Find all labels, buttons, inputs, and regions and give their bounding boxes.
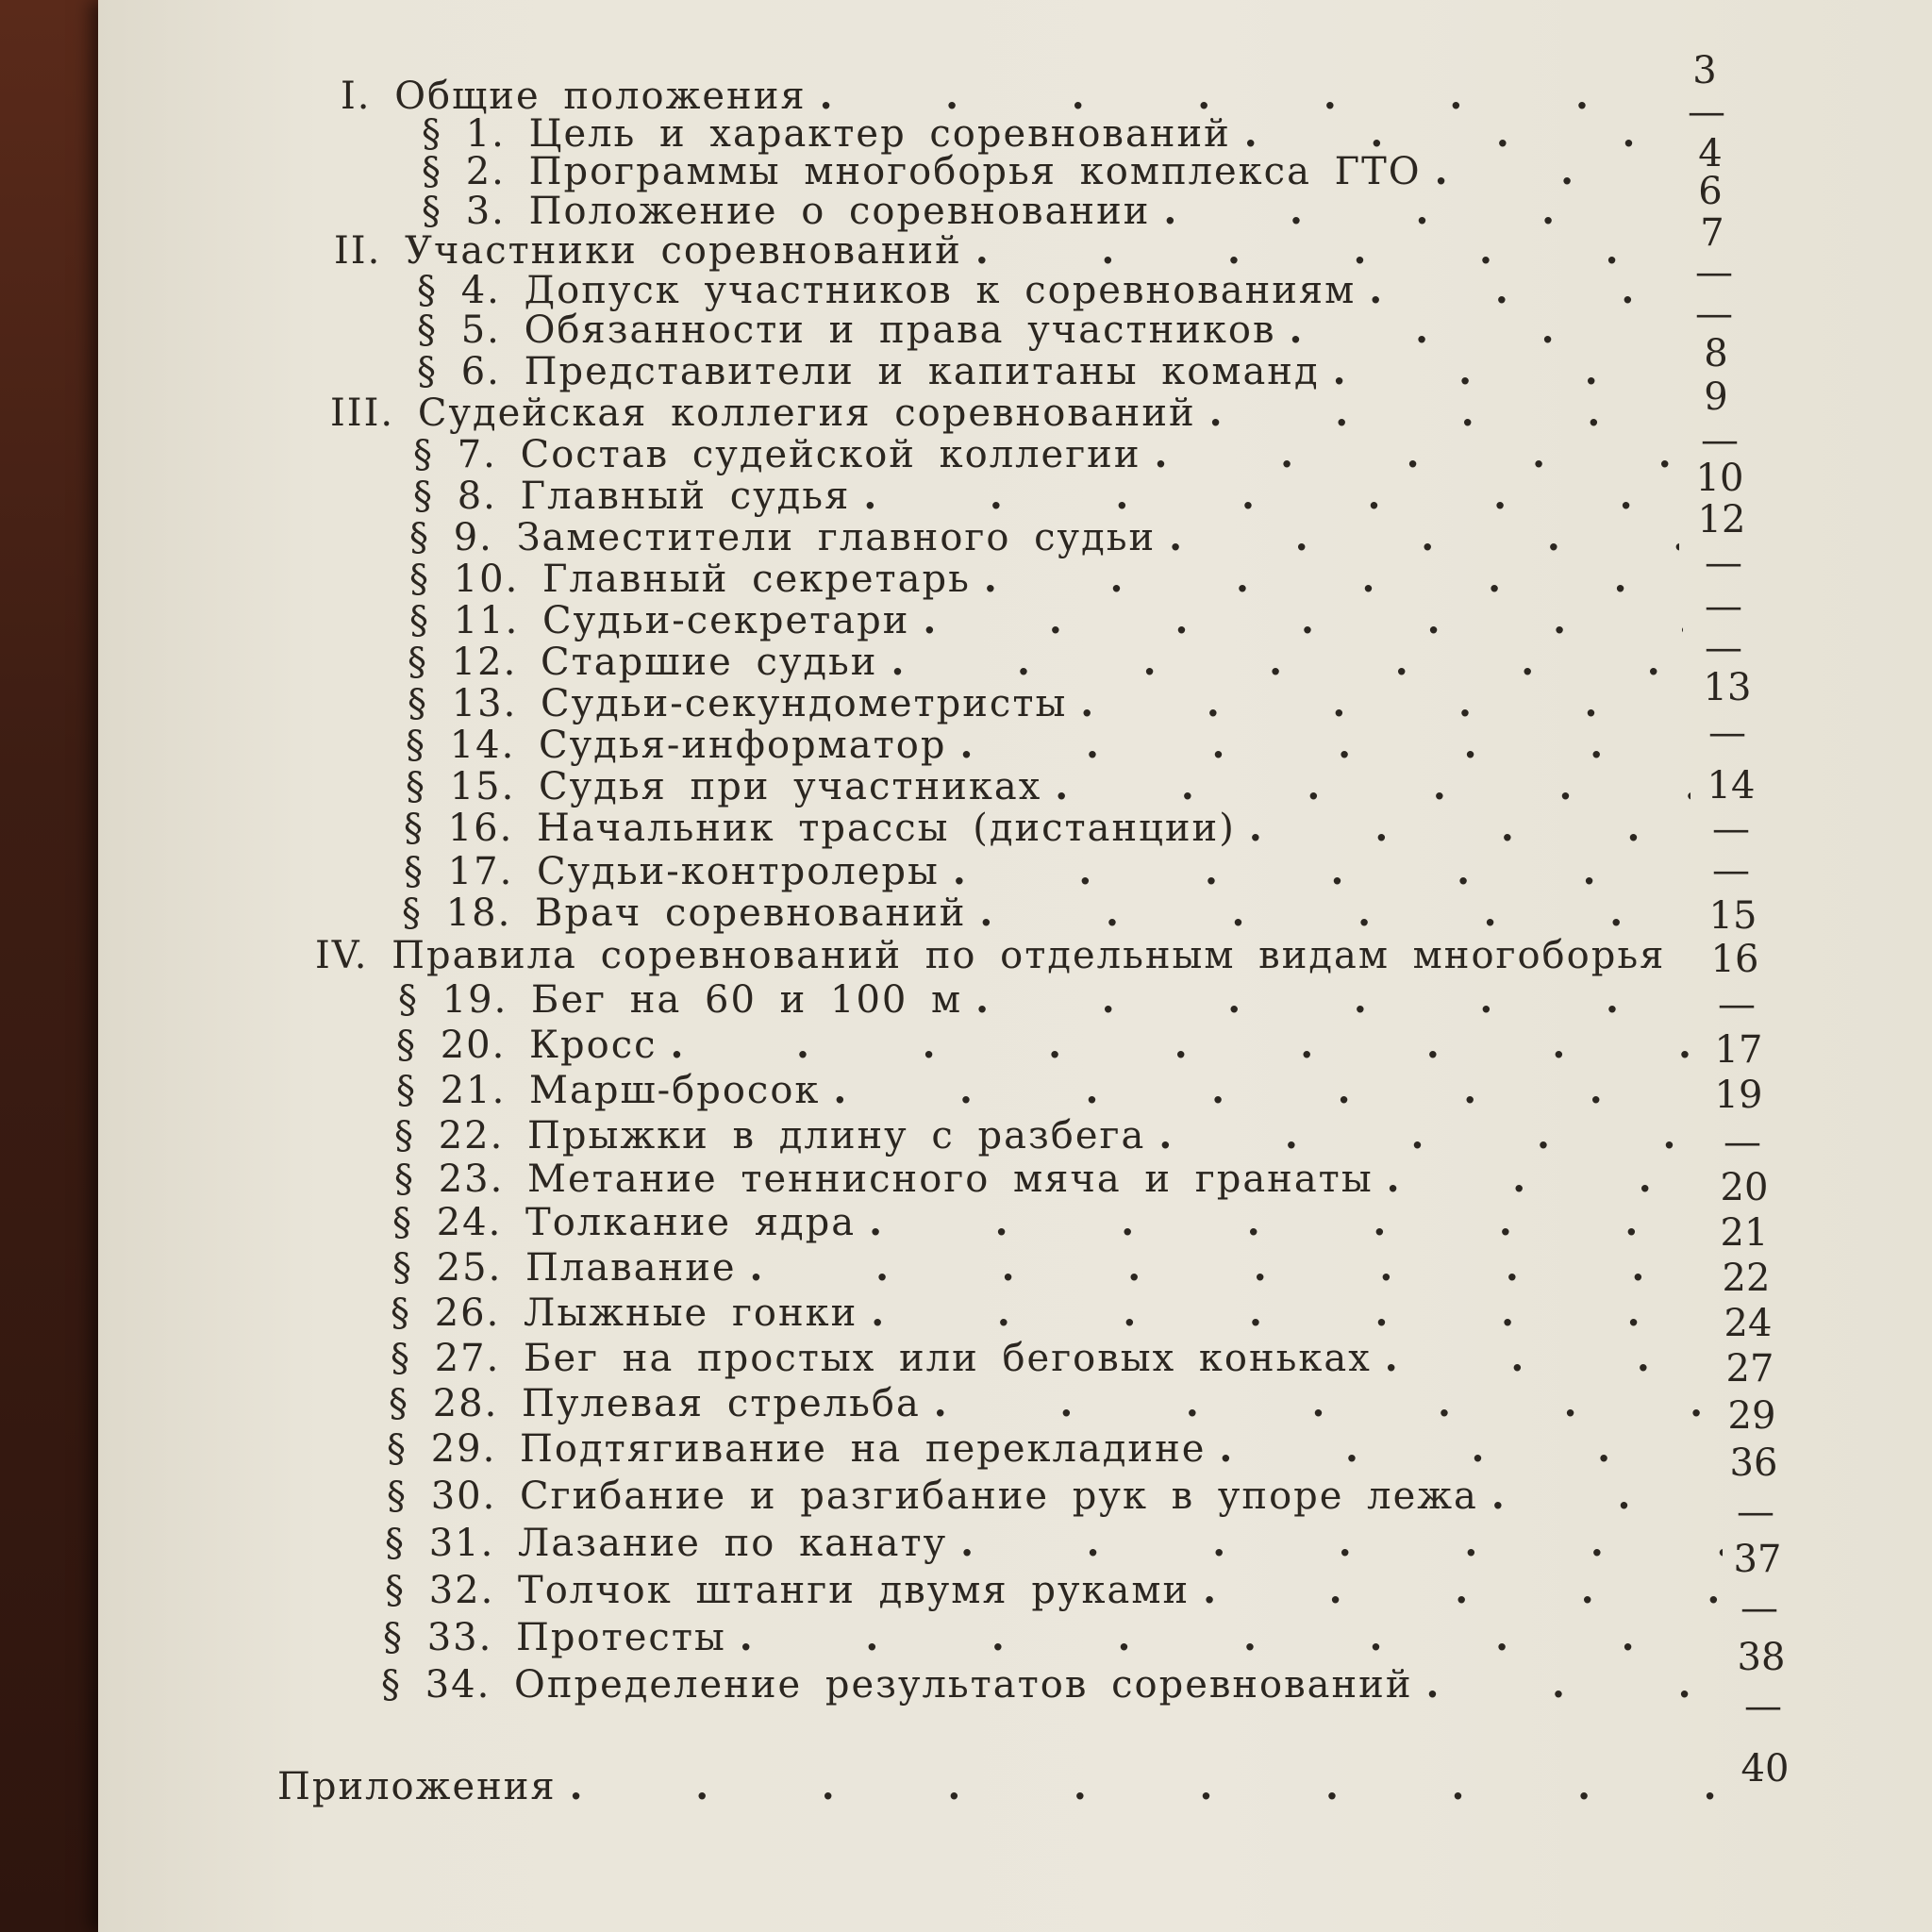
toc-row-section-25 bbox=[392, 1245, 1711, 1294]
toc-title: IV. Правила соревнований по отдельным видам многоборья bbox=[315, 934, 1666, 977]
toc-title: § 32. Толчок штанги двумя руками bbox=[385, 1569, 1191, 1612]
page-number: — bbox=[1701, 419, 1739, 462]
dot-leader bbox=[750, 1245, 1711, 1290]
page-number: 37 bbox=[1733, 1538, 1782, 1581]
dot-leader bbox=[959, 723, 1689, 767]
toc-title: § 25. Плавание bbox=[392, 1246, 737, 1290]
page-number: — bbox=[1712, 849, 1750, 892]
page-number: 3 bbox=[1692, 49, 1717, 92]
dot-leader bbox=[1425, 1662, 1728, 1707]
toc-title: § 13. Судьи-секундометристы bbox=[408, 682, 1068, 725]
page-number: 19 bbox=[1714, 1074, 1763, 1117]
toc-title: § 4. Допуск участников к соревнованиям bbox=[417, 269, 1357, 312]
toc-row-section-34 bbox=[381, 1662, 1728, 1711]
page-number: — bbox=[1705, 626, 1742, 670]
toc-row-section-21 bbox=[396, 1068, 1704, 1117]
toc-row-section-16 bbox=[404, 806, 1692, 855]
page-number: — bbox=[1708, 711, 1746, 755]
page-number: 22 bbox=[1722, 1257, 1771, 1300]
dot-leader bbox=[979, 891, 1696, 935]
page-number: — bbox=[1744, 1685, 1782, 1728]
toc-row-section-31 bbox=[385, 1521, 1723, 1570]
dot-leader bbox=[1369, 268, 1668, 312]
dot-leader bbox=[1219, 1426, 1719, 1471]
page-number: 21 bbox=[1720, 1211, 1769, 1255]
page-number: — bbox=[1724, 1121, 1761, 1164]
page-number: 24 bbox=[1724, 1302, 1773, 1345]
toc-row-appendices bbox=[277, 1764, 1730, 1813]
toc-row-section-26 bbox=[391, 1291, 1713, 1340]
dot-leader bbox=[984, 557, 1681, 601]
dot-leader bbox=[869, 1200, 1709, 1244]
toc-title: § 11. Судьи-секретари bbox=[409, 599, 910, 642]
toc-title: II. Участники соревнований bbox=[334, 229, 962, 273]
dot-leader bbox=[1435, 149, 1665, 193]
toc-title: § 8. Главный судья bbox=[413, 475, 851, 518]
toc-title: § 30. Сгибание и разгибание рук в упоре лежа bbox=[387, 1474, 1478, 1518]
page-number: — bbox=[1705, 585, 1742, 628]
dot-leader bbox=[1249, 806, 1692, 850]
dot-leader bbox=[740, 1615, 1726, 1659]
toc-row-part-4 bbox=[315, 934, 1702, 983]
page-number: 7 bbox=[1700, 211, 1724, 255]
toc-title: § 27. Бег на простых или беговых коньках bbox=[391, 1337, 1372, 1380]
toc-title: § 26. Лыжные гонки bbox=[391, 1291, 858, 1335]
toc-title: § 2. Программы многоборья комплекса ГТО bbox=[422, 150, 1422, 193]
page-number: 38 bbox=[1737, 1636, 1786, 1679]
dot-leader bbox=[1290, 308, 1670, 352]
page-number: 29 bbox=[1727, 1394, 1776, 1438]
toc-title: § 6. Представители и капитаны команд bbox=[417, 350, 1320, 393]
toc-title: § 24. Толкание ядра bbox=[392, 1201, 857, 1244]
page-number: 15 bbox=[1708, 894, 1757, 938]
toc-row-section-29 bbox=[387, 1426, 1719, 1475]
page-number: 9 bbox=[1704, 375, 1728, 419]
toc-title: § 16. Начальник трассы (дистанции) bbox=[404, 807, 1236, 850]
dot-leader bbox=[934, 1381, 1717, 1425]
toc-title: § 21. Марш-бросок bbox=[396, 1069, 821, 1112]
toc-title: § 7. Состав судейской коллегии bbox=[413, 433, 1141, 476]
dot-leader bbox=[1209, 391, 1674, 435]
page-number: 17 bbox=[1714, 1028, 1763, 1072]
toc-title: § 22. Прыжки в длину с разбега bbox=[394, 1114, 1146, 1158]
page-number: 27 bbox=[1725, 1347, 1774, 1391]
toc-row-section-20 bbox=[396, 1023, 1702, 1072]
page-number: 6 bbox=[1698, 170, 1723, 213]
toc-title: § 33. Протесты bbox=[383, 1616, 726, 1659]
toc-title: Приложения bbox=[277, 1765, 557, 1808]
toc-row-section-18 bbox=[402, 891, 1696, 940]
toc-title: I. Общие положения bbox=[341, 75, 807, 118]
toc-row-section-33 bbox=[383, 1615, 1726, 1664]
toc-title: § 12. Старшие судьи bbox=[408, 641, 878, 684]
page-number: — bbox=[1695, 251, 1733, 294]
toc-row-section-24 bbox=[392, 1200, 1709, 1249]
dot-leader bbox=[953, 849, 1694, 893]
page-number: 16 bbox=[1710, 938, 1759, 981]
toc-title: § 9. Заместители главного судьи bbox=[409, 516, 1157, 559]
dot-leader bbox=[1163, 189, 1665, 233]
toc-title: § 14. Судья-информатор bbox=[406, 724, 947, 767]
page-number: 10 bbox=[1695, 457, 1744, 500]
toc-row-section-27 bbox=[391, 1336, 1715, 1385]
dot-leader bbox=[671, 1023, 1703, 1067]
dot-leader bbox=[1491, 1474, 1721, 1518]
page-number: — bbox=[1712, 808, 1750, 851]
page-number: 40 bbox=[1740, 1747, 1790, 1790]
toc-row-section-28 bbox=[389, 1381, 1717, 1430]
dot-leader bbox=[1080, 681, 1687, 725]
page-number: 8 bbox=[1704, 332, 1728, 375]
dot-leader bbox=[1055, 764, 1690, 808]
book-page bbox=[98, 0, 1932, 1932]
dot-leader bbox=[975, 977, 1700, 1022]
page-number: — bbox=[1695, 292, 1733, 336]
page-number: 20 bbox=[1720, 1166, 1769, 1209]
dot-leader bbox=[570, 1764, 1730, 1808]
dot-leader bbox=[1158, 1113, 1706, 1158]
toc-title: § 19. Бег на 60 и 100 м bbox=[398, 978, 963, 1022]
page-number: — bbox=[1718, 983, 1756, 1026]
page-number: — bbox=[1737, 1491, 1774, 1534]
page-number: — bbox=[1705, 541, 1742, 585]
toc-title: § 23. Метание теннисного мяча и гранаты bbox=[394, 1158, 1374, 1201]
toc-title: § 31. Лазание по канату bbox=[385, 1522, 948, 1565]
dot-leader bbox=[1155, 432, 1675, 476]
toc-title: § 1. Цель и характер соревнований bbox=[422, 112, 1231, 156]
toc-title: § 34. Определение результатов соревнований bbox=[381, 1663, 1413, 1707]
dot-leader bbox=[871, 1291, 1713, 1335]
toc-title: III. Судейская коллегия соревнований bbox=[330, 391, 1196, 435]
dot-leader bbox=[975, 228, 1666, 273]
toc-title: § 28. Пулевая стрельба bbox=[389, 1382, 921, 1425]
toc-title: § 17. Судьи-контролеры bbox=[404, 850, 940, 893]
toc-title: § 10. Главный секретарь bbox=[409, 558, 971, 601]
page-number: 13 bbox=[1703, 666, 1752, 709]
toc-title: § 20. Кросс bbox=[396, 1024, 658, 1067]
toc-row-section-30 bbox=[387, 1474, 1721, 1523]
toc-row-section-23 bbox=[394, 1157, 1707, 1206]
toc-row-section-19 bbox=[398, 977, 1700, 1026]
dot-leader bbox=[1385, 1336, 1715, 1380]
dot-leader bbox=[891, 640, 1685, 684]
dot-leader bbox=[960, 1521, 1723, 1565]
dot-leader bbox=[1333, 349, 1672, 393]
dot-leader bbox=[863, 474, 1677, 518]
page-number: 14 bbox=[1707, 764, 1756, 808]
toc-title: § 15. Судья при участниках bbox=[406, 765, 1042, 808]
dot-leader bbox=[1169, 515, 1679, 559]
page-number: 4 bbox=[1698, 132, 1723, 175]
dot-leader bbox=[923, 598, 1683, 642]
toc-title: § 18. Врач соревнований bbox=[402, 891, 967, 935]
toc-title: § 29. Подтягивание на перекладине bbox=[387, 1427, 1207, 1471]
page-number: — bbox=[1688, 91, 1725, 134]
dot-leader bbox=[1203, 1568, 1724, 1612]
page-number: 36 bbox=[1729, 1441, 1778, 1485]
dot-leader bbox=[1387, 1157, 1707, 1201]
page-number: — bbox=[1740, 1587, 1778, 1630]
toc-row-section-32 bbox=[385, 1568, 1724, 1617]
dot-leader bbox=[833, 1068, 1704, 1112]
toc-title: § 3. Положение о соревновании bbox=[422, 190, 1151, 233]
toc-title: § 5. Обязанности и права участников bbox=[417, 308, 1276, 352]
page-number: 12 bbox=[1697, 498, 1746, 541]
toc-row-section-22 bbox=[394, 1113, 1706, 1162]
